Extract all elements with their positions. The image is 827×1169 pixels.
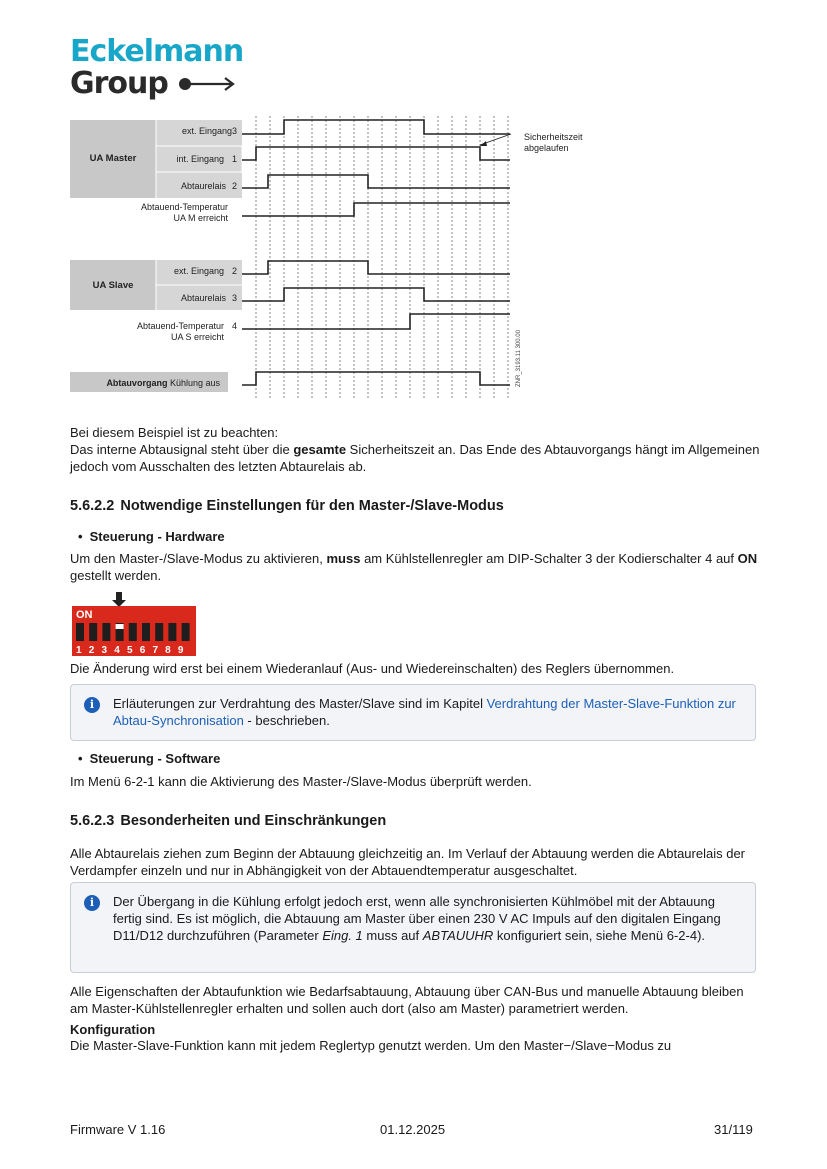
slave-row-2-num: 3 (231, 293, 237, 303)
link-wiring-chapter[interactable]: Verdrahtung der Master-Slave-Funktion zur Abtau-Synchronisation (113, 696, 736, 728)
abtau-paragraph: Alle Abtaurelais ziehen zum Beginn der Abtauung gleichzeitig an. Im Verlauf der Abtauung werden die Abtaurelais der Verdampfer einzeln und nur in Abhängigkeit von der Abtauendtemperatur ausgeschaltet. (70, 846, 745, 878)
info-note-transition: i Der Übergang in die Kühlung erfolgt jedoch erst, wenn alle synchronisierten Kühlmöbel mit der Abtauung fertig sind. Es ist möglich, die Abtauung am Master über einen 230 V AC Impuls auf den digitalen Eingang D11/D12 durchzuführen (Parameter Eing. 1 muss auf ABTAUUHR konfiguriert sein, siehe Menü 6-2-4). (70, 882, 756, 973)
dip-key-8 (168, 623, 176, 641)
logo-arrow-icon (178, 76, 236, 92)
bullet-hardware: • Steuerung - Hardware (78, 529, 225, 544)
footer-firmware: Firmware V 1.16 (70, 1122, 166, 1137)
slave-row-2-label: Abtaurelais (180, 293, 226, 303)
dip-key-9 (182, 623, 190, 641)
slave-temp-label-1: Abtauend-Temperatur (136, 321, 224, 331)
footer-date: 01.12.2025 (380, 1122, 446, 1137)
software-paragraph: Im Menü 6-2-1 kann die Aktivierung des Master-/Slave-Modus überprüft werden. (70, 774, 532, 789)
footer-page: 31/119 (714, 1122, 753, 1137)
annotation-line-1: Sicherheitszeit (524, 132, 583, 142)
dip-on-label: ON (76, 609, 93, 621)
dip-key-7 (155, 623, 163, 641)
master-row-3-label: Abtaurelais (180, 181, 226, 191)
info-icon: i (84, 697, 100, 713)
configuration-title: Konfiguration (70, 1022, 156, 1037)
change-paragraph: Die Änderung wird erst bei einem Wiederanlauf (Aus- und Wiedereinschalten) des Reglers übernommen. (70, 661, 675, 676)
bullet-software: • Steuerung - Software (78, 751, 220, 766)
slave-temp-num: 4 (231, 321, 237, 331)
section-heading-5-6-2-2: 5.6.2.2 Notwendige Einstellungen für den Master-/Slave-Modus (70, 498, 504, 514)
dip-switch-image (72, 592, 196, 656)
process-label: Abtauvorgang Kühlung aus (106, 378, 220, 388)
timing-diagram (70, 112, 610, 402)
master-row-3-num: 2 (231, 181, 237, 191)
dip-key-1 (76, 623, 84, 641)
hardware-paragraph: Um den Master-/Slave-Modus zu aktivieren, muss am Kühlstellenregler am DIP-Schalter 3 der Kodierschalter 4 auf ON gestellt werden. (70, 551, 758, 583)
slave-temp-label-2: UA S erreicht (170, 332, 224, 342)
slave-row-1-num: 2 (231, 266, 237, 276)
logo-line-1: Eckelmann (70, 34, 244, 69)
intro-paragraph: Bei diesem Beispiel ist zu beachten: Das interne Abtausignal steht über die gesamte Sicherheitszeit an. Das Ende des Abtauvorgangs hängt im Allgemeinen jedoch vom Ausschalten des letzten Abtaurelais ab. (70, 425, 760, 474)
slave-row-1-label: ext. Eingang (173, 266, 224, 276)
master-box-label: UA Master (89, 153, 137, 164)
dip-key-4-on-slider (116, 624, 124, 629)
info-icon: i (84, 895, 100, 911)
timing-grid (256, 116, 508, 398)
logo-line-2: Group (70, 66, 168, 101)
master-row-1-label: ext. Eingang (181, 126, 232, 136)
signal-traces (242, 120, 510, 385)
dip-key-6 (142, 623, 150, 641)
dip-key-5 (129, 623, 137, 641)
master-temp-label-2: UA M erreicht (173, 213, 228, 223)
section-heading-5-6-2-3: 5.6.2.3 Besonderheiten und Einschränkungen (70, 813, 387, 829)
configuration-paragraph: Die Master-Slave-Funktion kann mit jedem Reglertyp genutzt werden. Um den Master−/Slave−Modus zu (70, 1038, 672, 1053)
master-temp-label-1: Abtauend-Temperatur (140, 202, 228, 212)
master-row-1-num: 3 (231, 126, 237, 136)
dip-numbers: 1 2 3 4 5 6 7 8 9 (76, 645, 186, 656)
master-row-2-label: int. Eingang (176, 154, 224, 164)
slave-box-label: UA Slave (92, 280, 134, 291)
dip-key-2 (89, 623, 97, 641)
annotation-line-2: abgelaufen (524, 143, 569, 153)
master-row-2-num: 1 (231, 154, 237, 164)
side-code: ZNR_3193.11 300.00 (516, 330, 522, 387)
properties-paragraph: Alle Eigenschaften der Abtaufunktion wie Bedarfsabtauung, Abtauung über CAN-Bus und manuelle Abtauung bleiben am Master-Kühlstellenregler erhalten und sollen auch dort (also am Master) parametriert werden. (70, 984, 744, 1016)
company-logo (70, 36, 243, 100)
info-note-wiring: i Erläuterungen zur Verdrahtung des Master/Slave sind im Kapitel Verdrahtung der Master-Slave-Funktion zur Abtau-Synchronisation - beschrieben. (70, 684, 756, 741)
dip-key-3 (102, 623, 110, 641)
